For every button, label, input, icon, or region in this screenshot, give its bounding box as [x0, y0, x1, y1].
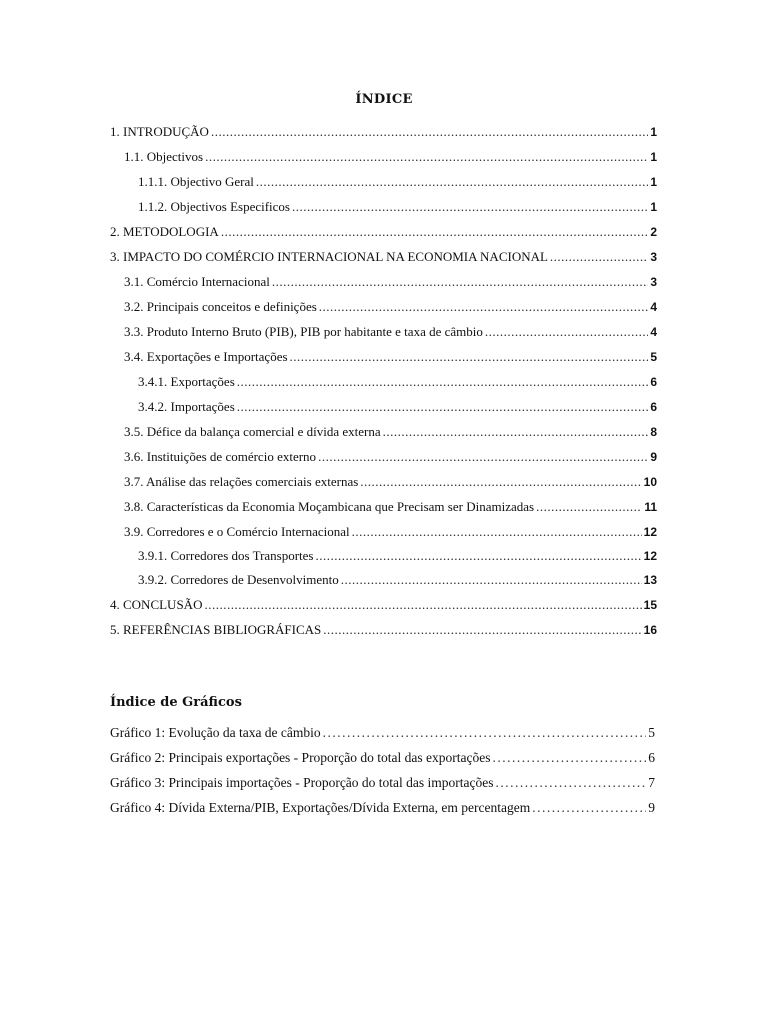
toc-entry [138, 374, 657, 392]
dot-leader [536, 499, 642, 515]
chart-index-label: Gráfico 2: Principais exportações - Proporção do total das exportações [110, 750, 491, 765]
toc-entry-page: 4 [650, 325, 657, 339]
toc-entry [124, 149, 657, 167]
chart-index-label: Gráfico 1: Evolução da taxa de câmbio [110, 725, 321, 740]
toc-entry-page: 6 [650, 400, 657, 414]
toc-entry [124, 524, 657, 542]
toc-entry [124, 324, 657, 342]
toc-entry-label: 3.7. Análise das relações comerciais externas [124, 474, 359, 489]
toc-entry [124, 449, 657, 467]
toc-entry-page: 12 [643, 549, 657, 563]
dot-leader [237, 374, 649, 390]
chart-index-entry [110, 800, 655, 818]
dot-leader [360, 474, 641, 490]
toc-entry-page: 8 [650, 425, 657, 439]
dot-leader [256, 174, 648, 190]
toc-entry [110, 597, 657, 615]
dot-leader [318, 449, 648, 465]
chart-index-label: Gráfico 4: Dívida Externa/PIB, Exportações/Dívida Externa, em percentagem [110, 800, 531, 815]
toc-entry-label: 3.4. Exportações e Importações [124, 349, 288, 364]
chart-index-entry [110, 750, 655, 768]
toc-entry [124, 299, 657, 317]
toc-title: ÍNDICE [355, 92, 413, 107]
toc-entry-page: 12 [643, 525, 657, 539]
dot-leader [204, 597, 641, 613]
toc-entry [110, 224, 657, 242]
toc-entry-page: 6 [650, 375, 657, 389]
toc-entry-page: 10 [643, 475, 657, 489]
toc-entry [138, 548, 657, 566]
dot-leader [205, 149, 648, 165]
dot-leader [316, 548, 642, 564]
toc-entry-label: 3.8. Características da Economia Moçambicana que Precisam ser Dinamizadas [124, 499, 535, 514]
chart-index-page: 6 [648, 750, 655, 765]
dot-leader [292, 199, 648, 215]
toc-entry-label: 3.5. Défice da balança comercial e dívida externa [124, 424, 381, 439]
chart-index-page: 5 [648, 725, 655, 740]
toc-entry-page: 1 [650, 150, 657, 164]
toc-entry-page: 9 [650, 450, 657, 464]
toc-entry-page: 3 [650, 275, 657, 289]
dot-leader [550, 249, 648, 265]
toc-entry-page: 3 [650, 250, 657, 264]
toc-entry [138, 199, 657, 217]
toc-entry [138, 174, 657, 192]
dot-leader [237, 399, 649, 415]
chart-index-entry [110, 775, 655, 793]
toc-entry [110, 622, 657, 640]
toc-entry [110, 124, 657, 142]
dot-leader [532, 800, 646, 816]
toc-entry-page: 5 [650, 350, 657, 364]
toc-entry-label: 5. REFERÊNCIAS BIBLIOGRÁFICAS [110, 622, 322, 637]
toc-entry-label: 3.9.2. Corredores de Desenvolvimento [138, 572, 339, 587]
toc-entry [110, 249, 657, 267]
toc-entry-label: 1. INTRODUÇÃO [110, 124, 209, 139]
toc-entry-page: 1 [650, 175, 657, 189]
toc-entry-label: 4. CONCLUSÃO [110, 597, 203, 612]
dot-leader [496, 775, 647, 791]
dot-leader [352, 524, 642, 540]
toc-entry [138, 572, 657, 590]
toc-entry-page: 11 [644, 500, 657, 514]
charts-index-title: Índice de Gráficos [110, 695, 242, 710]
dot-leader [341, 572, 642, 588]
toc-entry-page: 4 [650, 300, 657, 314]
toc-entry-label: 3. IMPACTO DO COMÉRCIO INTERNACIONAL NA ECONOMIA NACIONAL [110, 249, 548, 264]
toc-entry-label: 2. METODOLOGIA [110, 224, 219, 239]
dot-leader [485, 324, 648, 340]
toc-entry [124, 424, 657, 442]
toc-entry-label: 3.6. Instituições de comércio externo [124, 449, 317, 464]
toc-entry-label: 3.9. Corredores e o Comércio Internacional [124, 524, 350, 539]
dot-leader [221, 224, 649, 240]
dot-leader [323, 622, 641, 638]
chart-index-page: 9 [648, 800, 655, 815]
toc-entry-page: 1 [650, 125, 657, 139]
dot-leader [323, 725, 647, 741]
chart-index-label: Gráfico 3: Principais importações - Proporção do total das importações [110, 775, 494, 790]
toc-entry-label: 3.4.1. Exportações [138, 374, 235, 389]
dot-leader [383, 424, 649, 440]
toc-entry [124, 274, 657, 292]
toc-entry-label: 3.1. Comércio Internacional [124, 274, 270, 289]
toc-entry-page: 16 [643, 623, 657, 637]
dot-leader [211, 124, 648, 140]
toc-entry-label: 1.1.1. Objectivo Geral [138, 174, 254, 189]
chart-index-entry [110, 725, 655, 743]
toc-entry-page: 2 [650, 225, 657, 239]
dot-leader [290, 349, 649, 365]
toc-entry-label: 1.1. Objectivos [124, 149, 204, 164]
dot-leader [272, 274, 648, 290]
toc-entry-page: 13 [643, 573, 657, 587]
toc-entry [124, 349, 657, 367]
toc-entry-page: 15 [643, 598, 657, 612]
toc-entry [124, 474, 657, 492]
dot-leader [319, 299, 649, 315]
dot-leader [493, 750, 647, 766]
toc-entry-label: 3.2. Principais conceitos e definições [124, 299, 317, 314]
chart-index-page: 7 [648, 775, 655, 790]
toc-entry-label: 3.9.1. Corredores dos Transportes [138, 548, 314, 563]
toc-entry-page: 1 [650, 200, 657, 214]
toc-entry-label: 3.3. Produto Interno Bruto (PIB), PIB por habitante e taxa de câmbio [124, 324, 483, 339]
toc-entry [138, 399, 657, 417]
toc-entry [124, 499, 657, 517]
toc-entry-label: 3.4.2. Importações [138, 399, 235, 414]
toc-entry-label: 1.1.2. Objectivos Especificos [138, 199, 290, 214]
